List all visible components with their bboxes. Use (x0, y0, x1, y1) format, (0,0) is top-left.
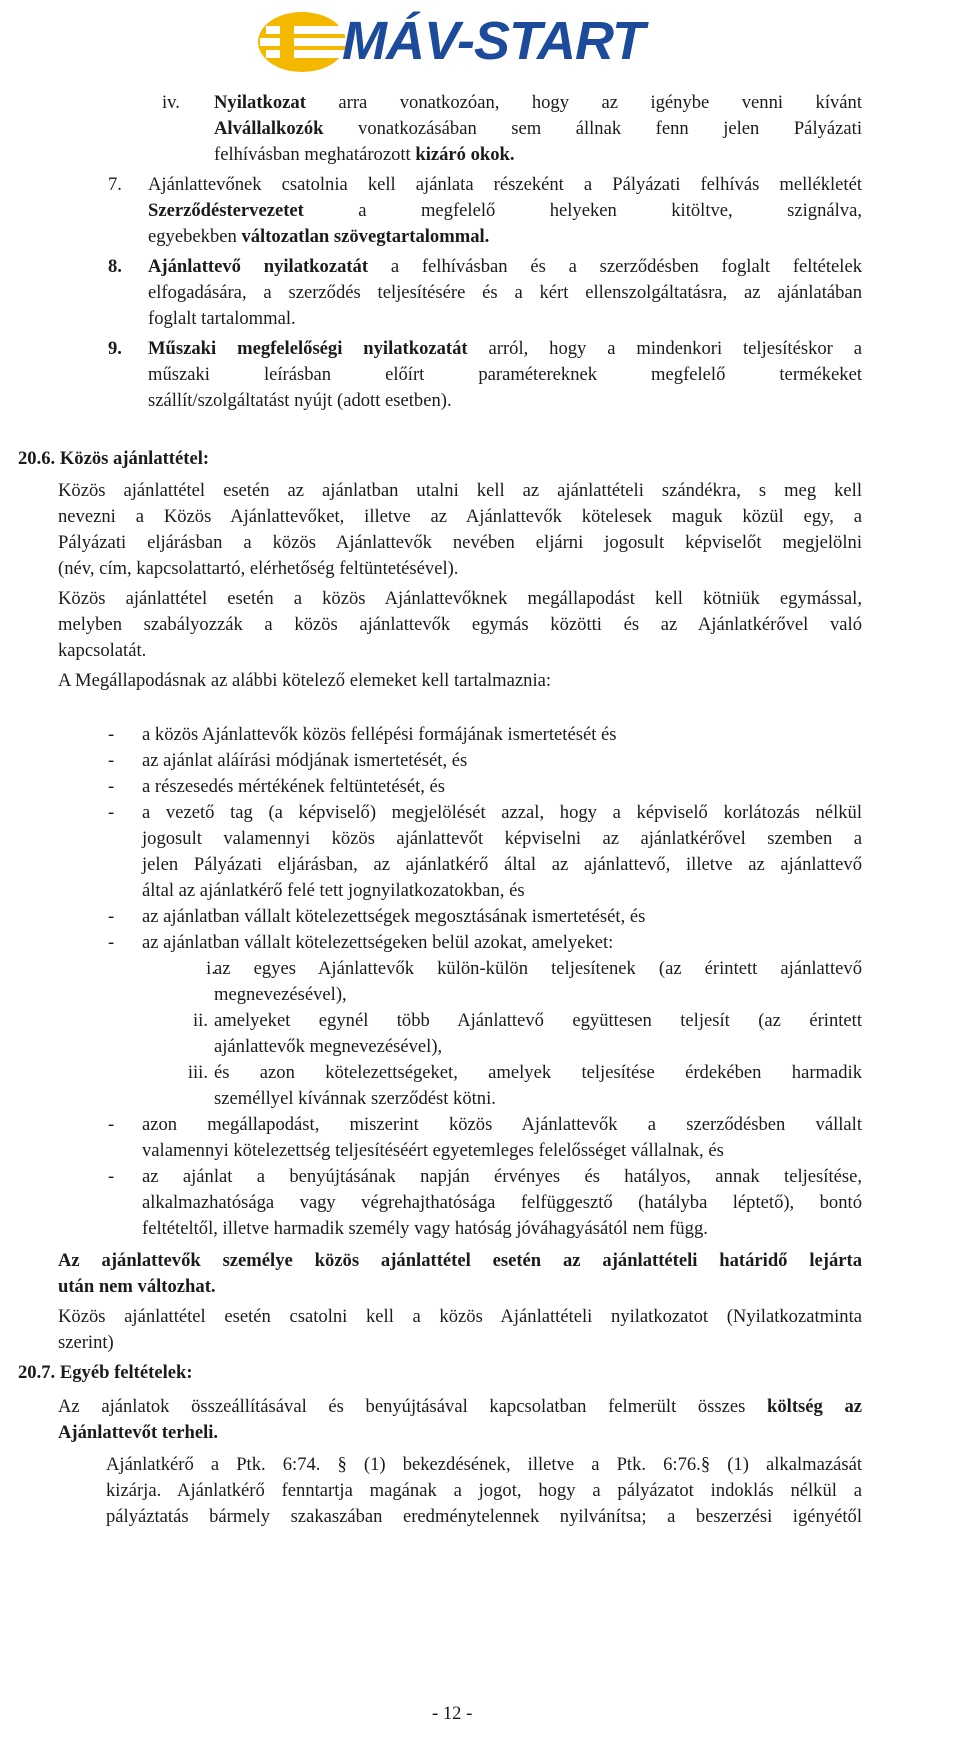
logo-text: MÁV-START (342, 11, 644, 71)
bullet-3: a részesedés mértékének feltüntetését, és (142, 776, 446, 797)
bullet-6: az ajánlatban vállalt kötelezettségeken belül azokat, amelyeket: (142, 932, 614, 953)
bullet-4-line3: jelen Pályázati eljárásban, az ajánlatkérő által az ajánlattevő, illetve az ajánlattevő (142, 854, 862, 875)
bullet-4-line1: a vezető tag (a képviselő) megjelölését azzal, hogy a képviselő korlátozás nélkül (142, 802, 862, 823)
page-number: - 12 - (432, 1703, 473, 1724)
p2-line3: kapcsolatát. (58, 640, 147, 661)
p4-line1: Közös ajánlattétel esetén csatolni kell a közös Ajánlattételi nyilatkozatot (Nyilatkozatminta (58, 1306, 862, 1327)
sub-ii-line1: amelyeket egynél több Ajánlattevő együttesen teljesít (az érintett (214, 1010, 862, 1031)
item-iv-line1: Nyilatkozat arra vonatkozóan, hogy az igénybe venni kívánt (214, 92, 862, 113)
bullet-2: az ajánlat aláírási módjának ismertetését, és (142, 750, 468, 771)
p1-line4: (név, cím, kapcsolattartó, elérhetőség feltüntetésével). (58, 558, 459, 579)
bullet-1: a közös Ajánlattevők közös fellépési formájának ismertetését és (142, 724, 617, 745)
sub-ii-line2: ajánlattevők megnevezésével), (214, 1036, 443, 1057)
bold-p-line2: után nem változhat. (58, 1276, 216, 1297)
bullet-8-line2: alkalmazhatósága vagy végrehajthatósága felfüggesztő (hatályba léptető), bontó (142, 1192, 862, 1213)
bullet-dash: - (108, 724, 115, 745)
bullet-dash: - (108, 1166, 115, 1187)
item-7-line1: Ajánlattevőnek csatolnia kell ajánlata részeként a Pályázati felhívás mellékletét (148, 174, 862, 195)
p1-line1: Közös ajánlattétel esetén az ajánlatban utalni kell az ajánlattételi szándékra, s meg kell (58, 480, 862, 501)
bold-p-line1: Az ajánlattevők személye közös ajánlattétel esetén az ajánlattételi határidő lejárta (58, 1250, 862, 1271)
item-8-line3: foglalt tartalommal. (148, 308, 296, 329)
s207-p2-line3: pályáztatás bármely szakaszában eredménytelennek nyilvánítsa; a beszerzési igényétől (106, 1506, 862, 1527)
p1-line2: nevezni a Közös Ajánlattevőket, illetve az Ajánlattevők kötelesek maguk közül egy, a (58, 506, 862, 527)
section-207-heading: 20.7. Egyéb feltételek: (18, 1362, 193, 1383)
item-9-line2: műszaki leírásban előírt paramétereknek megfelelő termékeket (148, 364, 862, 385)
sub-ii-marker: ii. (193, 1010, 208, 1031)
sub-i-line2: megnevezésével), (214, 984, 347, 1005)
bullet-7-line2: valamennyi kötelezettség teljesítéséért egyetemleges felelősséget vállalnak, és (142, 1140, 724, 1161)
item-7-line3: egyebekben változatlan szövegtartalommal. (148, 226, 490, 247)
section-206-heading: 20.6. Közös ajánlattétel: (18, 448, 210, 469)
p1-line3: Pályázati eljárásban a közös Ajánlattevők nevében eljárni jogosult képviselőt megjelölni (58, 532, 862, 553)
p2-line2: melyben szabályozzák a közös ajánlattevők egymás közötti és az Ajánlatkérővel való (58, 614, 862, 635)
bullet-5: az ajánlatban vállalt kötelezettségek megosztásának ismertetését, és (142, 906, 646, 927)
item-iv-line3: felhívásban meghatározott kizáró okok. (214, 144, 515, 165)
p3-line: A Megállapodásnak az alábbi kötelező elemeket kell tartalmaznia: (58, 670, 552, 691)
s207-p2-line2: kizárja. Ajánlatkérő fenntartja magának a jogot, hogy a pályázatot indoklás nélkül a (106, 1480, 862, 1501)
sub-i-line1: az egyes Ajánlattevők külön-külön teljesítenek (az érintett ajánlattevő (214, 958, 862, 979)
sub-iii-line2: személlyel kívánnak szerződést kötni. (214, 1088, 496, 1109)
sub-iii-line1: és azon kötelezettségeket, amelyek teljesítése érdekében harmadik (214, 1062, 862, 1083)
bullet-4-line4: által az ajánlatkérő felé tett jognyilatkozatokban, és (142, 880, 525, 901)
bullet-4-line2: jogosult valamennyi közös ajánlattevőt képviselni az ajánlatkérővel szemben a (142, 828, 862, 849)
item-iv-line2: Alvállalkozók vonatkozásában sem állnak fenn jelen Pályázati (214, 118, 862, 139)
bullet-8-line1: az ajánlat a benyújtásának napján érvényes és hatályos, annak teljesítése, (142, 1166, 862, 1187)
bullet-dash: - (108, 802, 115, 823)
bullet-dash: - (108, 750, 115, 771)
item-8-line2: elfogadására, a szerződés teljesítésére és a kért ellenszolgáltatásra, az ajánlatában (148, 282, 862, 303)
sub-i-marker: i. (206, 958, 216, 979)
s207-p2-line1: Ajánlatkérő a Ptk. 6:74. § (1) bekezdésének, illetve a Ptk. 6:76.§ (1) alkalmazását (106, 1454, 862, 1475)
s207-p1-line2: Ajánlattevőt terheli. (58, 1422, 219, 1443)
s207-p1-line1: Az ajánlatok összeállításával és benyújtásával kapcsolatban felmerült összes költség az (58, 1396, 863, 1417)
bullet-8-line3: feltételtől, illetve harmadik személy vagy hatóság jóváhagyásától nem függ. (142, 1218, 708, 1239)
item-8-line1: Ajánlattevő nyilatkozatát a felhívásban és a szerződésben foglalt feltételek (148, 256, 862, 277)
item-7-marker: 7. (108, 174, 122, 195)
mav-start-logo (250, 6, 670, 78)
p4-line2: szerint) (58, 1332, 114, 1353)
item-iv-marker: iv. (162, 92, 180, 113)
item-8-marker: 8. (108, 256, 122, 277)
item-9-line3: szállít/szolgáltatást nyújt (adott esetben). (148, 390, 452, 411)
bullet-7-line1: azon megállapodást, miszerint közös Ajánlattevők a szerződésben vállalt (142, 1114, 862, 1135)
item-7-line2: Szerződéstervezetet a megfelelő helyeken kitöltve, szignálva, (148, 200, 862, 221)
bullet-dash: - (108, 906, 115, 927)
item-9-marker: 9. (108, 338, 122, 359)
bullet-dash: - (108, 932, 115, 953)
sub-iii-marker: iii. (187, 1062, 208, 1083)
bullet-dash: - (108, 776, 115, 797)
p2-line1: Közös ajánlattétel esetén a közös Ajánlattevőknek megállapodást kell kötniük egymással, (58, 588, 862, 609)
item-9-line1: Műszaki megfelelőségi nyilatkozatát arról, hogy a mindenkori teljesítéskor a (148, 338, 863, 359)
bullet-dash: - (108, 1114, 115, 1135)
